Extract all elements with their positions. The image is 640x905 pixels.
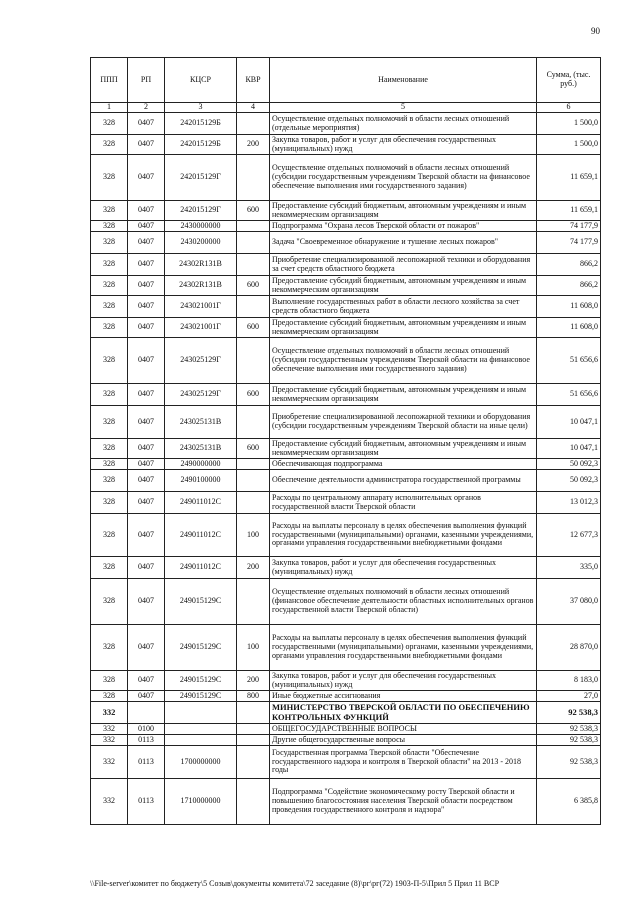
name-cell: ОБЩЕГОСУДАРСТВЕННЫЕ ВОПРОСЫ: [270, 724, 537, 735]
ppp-cell: 332: [91, 779, 128, 825]
header-kvr: КВР: [237, 58, 270, 103]
name-cell: Выполнение государственных работ в области лесного хозяйства за счет средств областного бюджета: [270, 296, 537, 318]
rp-cell: 0407: [128, 276, 165, 296]
name-cell: Предоставление субсидий бюджетным, автономным учреждениям и иным некоммерческим организациям: [270, 276, 537, 296]
sum-cell: 37 080,0: [537, 579, 601, 625]
kcsr-cell: 249015129С: [165, 671, 237, 691]
name-cell: Закупка товаров, работ и услуг для обеспечения государственных (муниципальных) нужд: [270, 135, 537, 155]
kvr-cell: [237, 296, 270, 318]
name-cell: Предоставление субсидий бюджетным, автономным учреждениям и иным некоммерческим организациям: [270, 318, 537, 338]
name-cell: Государственная программа Тверской области "Обеспечение государственного надзора и контроля в Тверской области" на 2013 - 2018 годы: [270, 746, 537, 779]
ppp-cell: 328: [91, 201, 128, 221]
ppp-cell: 328: [91, 492, 128, 514]
rp-cell: 0113: [128, 735, 165, 746]
rp-cell: 0407: [128, 557, 165, 579]
rp-cell: 0407: [128, 113, 165, 135]
kvr-cell: 600: [237, 276, 270, 296]
kvr-cell: 200: [237, 557, 270, 579]
rp-cell: 0407: [128, 459, 165, 470]
kvr-cell: 100: [237, 625, 270, 671]
name-cell: Осуществление отдельных полномочий в области лесных отношений (финансовое обеспечение деятельности областных исполнительных органов государственной власти Тверской области): [270, 579, 537, 625]
header-row: [91, 58, 601, 103]
header-ppp: ППП: [91, 58, 128, 103]
name-cell: Обеспечивающая подпрограмма: [270, 459, 537, 470]
index-row: [91, 103, 601, 113]
ppp-cell: 328: [91, 113, 128, 135]
table-row: [91, 702, 601, 724]
ppp-cell: 328: [91, 276, 128, 296]
rp-cell: 0407: [128, 221, 165, 232]
header-rp: РП: [128, 58, 165, 103]
sum-cell: 10 047,1: [537, 406, 601, 439]
kcsr-cell: 242015129Б: [165, 135, 237, 155]
kcsr-cell: 243025131В: [165, 439, 237, 459]
kvr-cell: [237, 221, 270, 232]
rp-cell: 0113: [128, 779, 165, 825]
kcsr-cell: 249011012С: [165, 514, 237, 557]
name-cell: Предоставление субсидий бюджетным, автономным учреждениям и иным некоммерческим организациям: [270, 201, 537, 221]
header-sum: Сумма, (тыс. руб.): [537, 58, 601, 103]
ppp-cell: 328: [91, 470, 128, 492]
kcsr-cell: 243025129Г: [165, 338, 237, 384]
rp-cell: 0407: [128, 470, 165, 492]
table-row: [91, 406, 601, 439]
sum-cell: 74 177,9: [537, 221, 601, 232]
ppp-cell: 328: [91, 254, 128, 276]
name-cell: Предоставление субсидий бюджетным, автономным учреждениям и иным некоммерческим организациям: [270, 384, 537, 406]
ppp-cell: 328: [91, 439, 128, 459]
ppp-cell: 328: [91, 318, 128, 338]
kcsr-cell: 2430000000: [165, 221, 237, 232]
header-kcsr: КЦСР: [165, 58, 237, 103]
index-cell: 3: [165, 103, 237, 113]
sum-cell: 11 608,0: [537, 296, 601, 318]
table-row: [91, 746, 601, 779]
kvr-cell: 200: [237, 671, 270, 691]
sum-cell: 11 659,1: [537, 155, 601, 201]
table-row: [91, 318, 601, 338]
ppp-cell: 328: [91, 579, 128, 625]
ppp-cell: 328: [91, 459, 128, 470]
index-cell: 4: [237, 103, 270, 113]
kcsr-cell: 24302R131В: [165, 254, 237, 276]
table-row: [91, 735, 601, 746]
kcsr-cell: 242015129Г: [165, 201, 237, 221]
kcsr-cell: 1710000000: [165, 779, 237, 825]
index-cell: 5: [270, 103, 537, 113]
ppp-cell: 328: [91, 221, 128, 232]
ppp-cell: 332: [91, 702, 128, 724]
index-cell: 1: [91, 103, 128, 113]
rp-cell: 0407: [128, 232, 165, 254]
kvr-cell: [237, 724, 270, 735]
table-row: [91, 296, 601, 318]
rp-cell: 0407: [128, 135, 165, 155]
kcsr-cell: 249015129С: [165, 579, 237, 625]
kvr-cell: [237, 702, 270, 724]
table-row: [91, 459, 601, 470]
rp-cell: [128, 702, 165, 724]
kcsr-cell: 243025131В: [165, 406, 237, 439]
rp-cell: 0407: [128, 201, 165, 221]
rp-cell: 0100: [128, 724, 165, 735]
kvr-cell: 600: [237, 384, 270, 406]
sum-cell: 50 092,3: [537, 470, 601, 492]
kvr-cell: [237, 254, 270, 276]
page-number: 90: [591, 26, 600, 36]
table-row: [91, 439, 601, 459]
sum-cell: 28 870,0: [537, 625, 601, 671]
kvr-cell: 600: [237, 201, 270, 221]
table-row: [91, 201, 601, 221]
sum-cell: 866,2: [537, 276, 601, 296]
table-row: [91, 492, 601, 514]
sum-cell: 866,2: [537, 254, 601, 276]
kcsr-cell: 242015129Г: [165, 155, 237, 201]
table-row: [91, 276, 601, 296]
name-cell: Расходы на выплаты персоналу в целях обеспечения выполнения функций государственными (муниципальными) органами, казенными учреждениями, органами управления государственными внебюджетными фондами: [270, 514, 537, 557]
ppp-cell: 328: [91, 625, 128, 671]
table-row: [91, 221, 601, 232]
kvr-cell: [237, 406, 270, 439]
kcsr-cell: 1700000000: [165, 746, 237, 779]
sum-cell: 8 183,0: [537, 671, 601, 691]
sum-cell: 92 538,3: [537, 735, 601, 746]
table-row: [91, 113, 601, 135]
kcsr-cell: 2490100000: [165, 470, 237, 492]
kcsr-cell: 249015129С: [165, 625, 237, 671]
sum-cell: 50 092,3: [537, 459, 601, 470]
kvr-cell: [237, 579, 270, 625]
table-row: [91, 338, 601, 384]
kcsr-cell: 2430200000: [165, 232, 237, 254]
kcsr-cell: 243021001Г: [165, 318, 237, 338]
sum-cell: 27,0: [537, 691, 601, 702]
ppp-cell: 328: [91, 155, 128, 201]
sum-cell: 1 500,0: [537, 113, 601, 135]
sum-cell: 13 012,3: [537, 492, 601, 514]
sum-cell: 51 656,6: [537, 384, 601, 406]
rp-cell: 0407: [128, 514, 165, 557]
index-cell: 6: [537, 103, 601, 113]
table-row: [91, 579, 601, 625]
sum-cell: 335,0: [537, 557, 601, 579]
kvr-cell: 200: [237, 135, 270, 155]
sum-cell: 1 500,0: [537, 135, 601, 155]
rp-cell: 0407: [128, 384, 165, 406]
kvr-cell: 800: [237, 691, 270, 702]
table-row: [91, 232, 601, 254]
ppp-cell: 328: [91, 514, 128, 557]
header-name: Наименование: [270, 58, 537, 103]
name-cell: Осуществление отдельных полномочий в области лесных отношений (отдельные мероприятия): [270, 113, 537, 135]
kcsr-cell: 243025129Г: [165, 384, 237, 406]
kvr-cell: 600: [237, 439, 270, 459]
table-row: [91, 514, 601, 557]
name-cell: Другие общегосударственные вопросы: [270, 735, 537, 746]
kvr-cell: [237, 779, 270, 825]
table-row: [91, 625, 601, 671]
name-cell: Обеспечение деятельности администратора государственной программы: [270, 470, 537, 492]
kcsr-cell: 249011012С: [165, 557, 237, 579]
name-cell: Подпрограмма "Охрана лесов Тверской области от пожаров": [270, 221, 537, 232]
sum-cell: 10 047,1: [537, 439, 601, 459]
kcsr-cell: 249015129С: [165, 691, 237, 702]
sum-cell: 92 538,3: [537, 702, 601, 724]
name-cell: Осуществление отдельных полномочий в области лесных отношений (субсидии государственным учреждениям Тверской области на финансовое обеспечение выполнения ими государственного задания): [270, 155, 537, 201]
ppp-cell: 328: [91, 384, 128, 406]
rp-cell: 0113: [128, 746, 165, 779]
name-cell: Закупка товаров, работ и услуг для обеспечения государственных (муниципальных) нужд: [270, 671, 537, 691]
table-row: [91, 384, 601, 406]
rp-cell: 0407: [128, 254, 165, 276]
sum-cell: 92 538,3: [537, 724, 601, 735]
kvr-cell: [237, 492, 270, 514]
sum-cell: 12 677,3: [537, 514, 601, 557]
ppp-cell: 328: [91, 557, 128, 579]
ppp-cell: 332: [91, 746, 128, 779]
kcsr-cell: 24302R131В: [165, 276, 237, 296]
kvr-cell: [237, 232, 270, 254]
rp-cell: 0407: [128, 406, 165, 439]
table-row: [91, 557, 601, 579]
rp-cell: 0407: [128, 492, 165, 514]
ppp-cell: 328: [91, 135, 128, 155]
rp-cell: 0407: [128, 155, 165, 201]
name-cell: Предоставление субсидий бюджетным, автономным учреждениям и иным некоммерческим организациям: [270, 439, 537, 459]
kvr-cell: [237, 746, 270, 779]
sum-cell: 74 177,9: [537, 232, 601, 254]
kcsr-cell: [165, 702, 237, 724]
sum-cell: 11 608,0: [537, 318, 601, 338]
ppp-cell: 328: [91, 406, 128, 439]
kvr-cell: 100: [237, 514, 270, 557]
table-row: [91, 135, 601, 155]
rp-cell: 0407: [128, 691, 165, 702]
name-cell: Иные бюджетные ассигнования: [270, 691, 537, 702]
table-row: [91, 671, 601, 691]
ppp-cell: 328: [91, 232, 128, 254]
table-row: [91, 724, 601, 735]
name-cell: Расходы по центральному аппарату исполнительных органов государственной власти Тверской области: [270, 492, 537, 514]
rp-cell: 0407: [128, 439, 165, 459]
sum-cell: 11 659,1: [537, 201, 601, 221]
sum-cell: 6 385,8: [537, 779, 601, 825]
table-row: [91, 470, 601, 492]
kvr-cell: [237, 459, 270, 470]
budget-table: [90, 57, 601, 825]
ppp-cell: 328: [91, 338, 128, 384]
name-cell: Подпрограмма "Содействие экономическому росту Тверской области и повышению благосостояния населения Тверской области посредством проведения государственного контроля и надзора": [270, 779, 537, 825]
rp-cell: 0407: [128, 318, 165, 338]
kvr-cell: 600: [237, 318, 270, 338]
kcsr-cell: 243021001Г: [165, 296, 237, 318]
name-cell: МИНИСТЕРСТВО ТВЕРСКОЙ ОБЛАСТИ ПО ОБЕСПЕЧЕНИЮ КОНТРОЛЬНЫХ ФУНКЦИЙ: [270, 702, 537, 724]
index-cell: 2: [128, 103, 165, 113]
file-path-footer: \\File-server\комитет по бюджету\5 Созыв\документы комитета\72 заседание (8)\рг\рг(72) 1903-П-5\Прил 5 Прил 11 ВСР: [90, 879, 500, 888]
table-row: [91, 155, 601, 201]
kvr-cell: [237, 338, 270, 384]
name-cell: Задача "Своевременное обнаружение и тушение лесных пожаров": [270, 232, 537, 254]
name-cell: Приобретение специализированной лесопожарной техники и оборудования за счет средств областного бюджета: [270, 254, 537, 276]
name-cell: Расходы на выплаты персоналу в целях обеспечения выполнения функций государственными (муниципальными) органами, казенными учреждениями, органами управления государственными внебюджетными фондами: [270, 625, 537, 671]
table-row: [91, 779, 601, 825]
rp-cell: 0407: [128, 579, 165, 625]
name-cell: Приобретение специализированной лесопожарной техники и оборудования (субсидии государственным учреждениям Тверской области на иные цели): [270, 406, 537, 439]
table-row: [91, 254, 601, 276]
ppp-cell: 328: [91, 296, 128, 318]
ppp-cell: 332: [91, 735, 128, 746]
ppp-cell: 328: [91, 671, 128, 691]
rp-cell: 0407: [128, 625, 165, 671]
ppp-cell: 328: [91, 691, 128, 702]
kcsr-cell: [165, 735, 237, 746]
kvr-cell: [237, 470, 270, 492]
rp-cell: 0407: [128, 671, 165, 691]
kcsr-cell: 249011012С: [165, 492, 237, 514]
kcsr-cell: 242015129Б: [165, 113, 237, 135]
table-row: [91, 691, 601, 702]
sum-cell: 92 538,3: [537, 746, 601, 779]
kvr-cell: [237, 735, 270, 746]
rp-cell: 0407: [128, 296, 165, 318]
rp-cell: 0407: [128, 338, 165, 384]
name-cell: Осуществление отдельных полномочий в области лесных отношений (субсидии государственным учреждениям Тверской области на финансовое обеспечение выполнения ими государственного задания): [270, 338, 537, 384]
sum-cell: 51 656,6: [537, 338, 601, 384]
kvr-cell: [237, 113, 270, 135]
kcsr-cell: [165, 724, 237, 735]
name-cell: Закупка товаров, работ и услуг для обеспечения государственных (муниципальных) нужд: [270, 557, 537, 579]
ppp-cell: 332: [91, 724, 128, 735]
kvr-cell: [237, 155, 270, 201]
kcsr-cell: 2490000000: [165, 459, 237, 470]
